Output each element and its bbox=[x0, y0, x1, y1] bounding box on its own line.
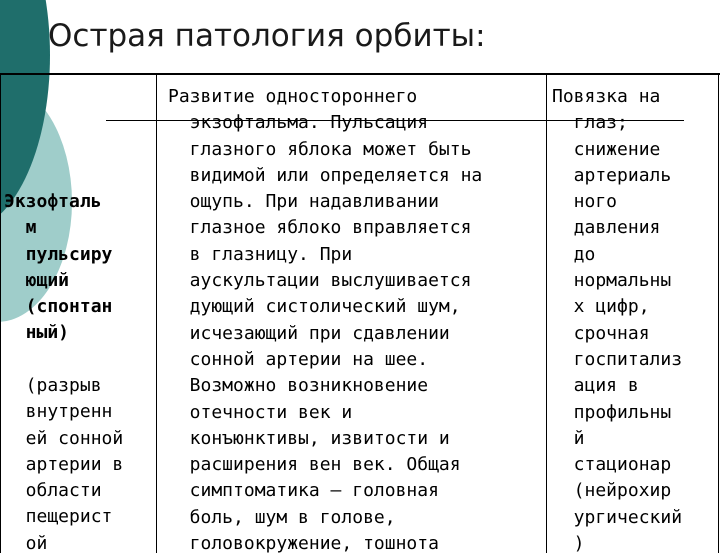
table-top-border bbox=[0, 73, 720, 75]
description-cell: Развитие одностороннего экзофтальма. Пульсация глазного яблока может быть видимой или определяется на ощупь. При надавливании глазное яблоко вправляется в глазницу. При аускультации выслушивается дующий систолический шум, исчезающий при сдавлении сонной артерии на шее. Возможно возникновение отечности век и конъюнктивы, извитости и расширения вен век. Общая симптоматика – головная боль, шум в голове, головокружение, тошнота bbox=[168, 86, 483, 555]
table-column-border bbox=[546, 73, 547, 553]
table-column-border bbox=[0, 73, 1, 553]
table-column-border bbox=[718, 73, 719, 553]
slide-title: Острая патология орбиты: bbox=[48, 18, 486, 54]
condition-name-cell: Экзофталь м пульсиру ющий (спонтан ный) bbox=[4, 191, 113, 344]
condition-note-cell: (разрыв внутренн ей сонной артерии в области пещерист ой bbox=[25, 375, 124, 554]
table-column-border bbox=[156, 73, 157, 553]
treatment-cell: Повязка на глаз; снижение артериаль ного давления до нормальны х цифр, срочная госпитализ ация в профильны й стационар (нейрохир ургический ) bbox=[552, 86, 683, 555]
